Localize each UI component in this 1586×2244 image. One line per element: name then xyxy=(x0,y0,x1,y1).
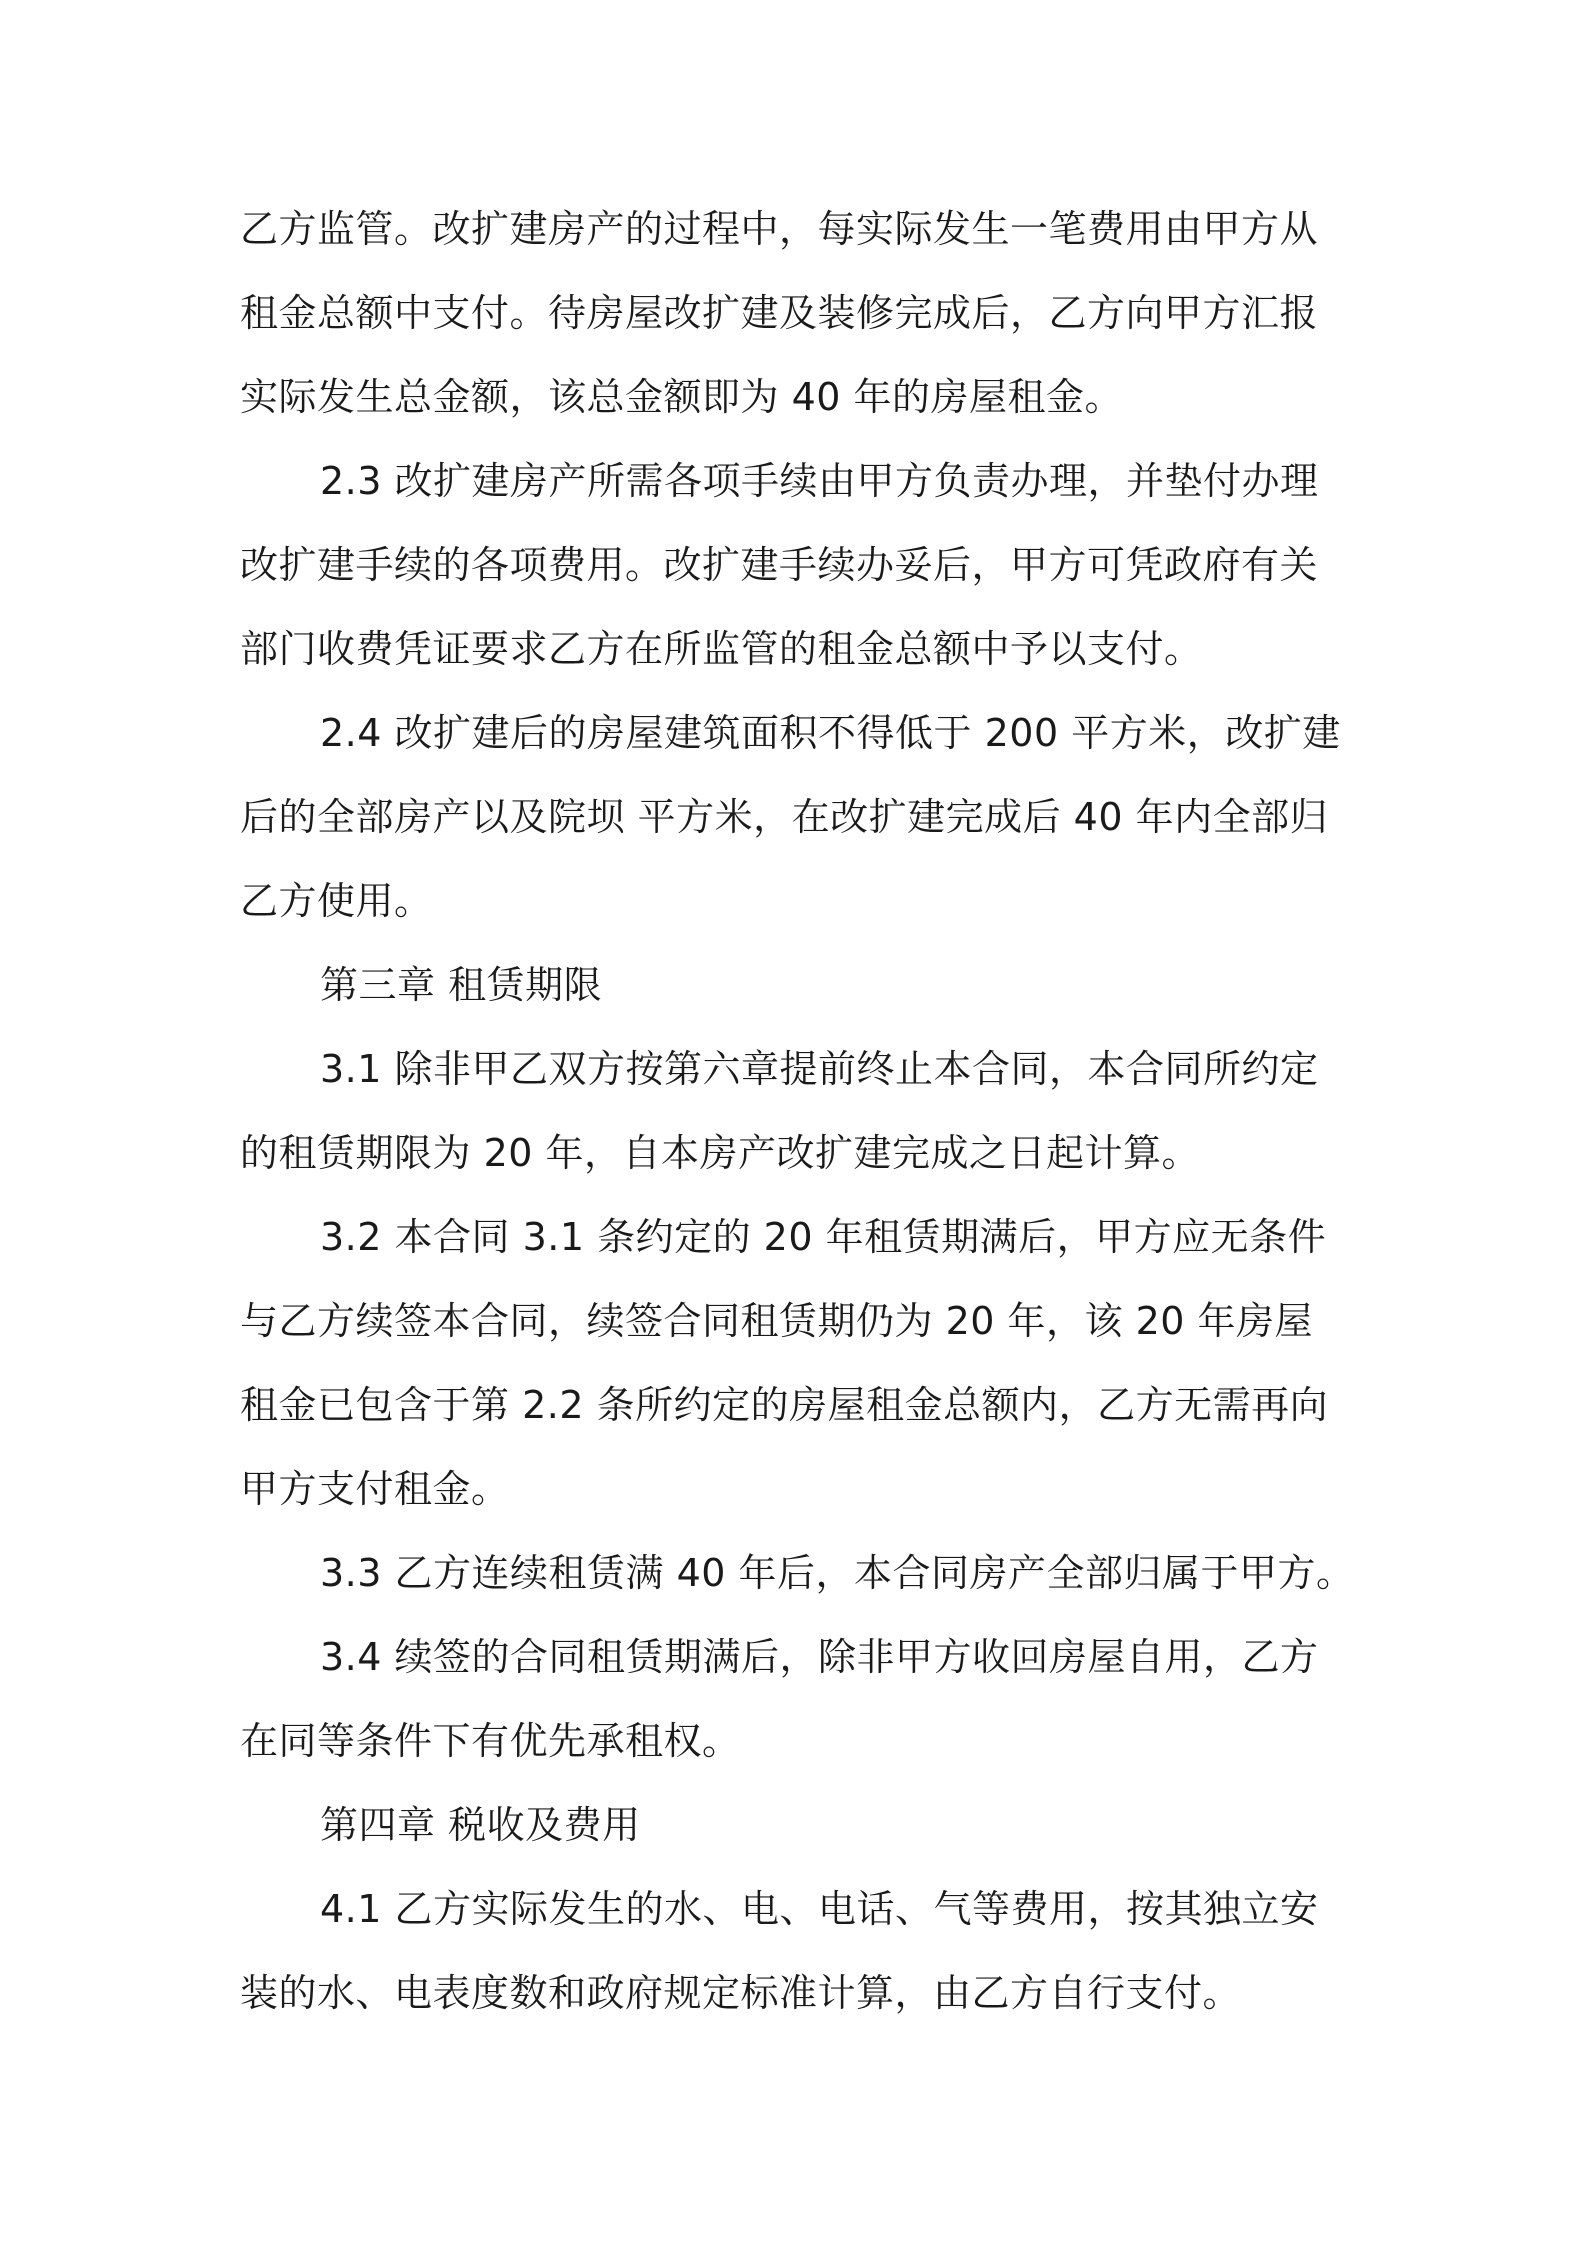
text-line: 改扩建手续的各项费用。改扩建手续办妥后，甲方可凭政府有关 xyxy=(240,543,1319,587)
text-line: 3.4 续签的合同租赁期满后，除非甲方收回房屋自用，乙方 xyxy=(320,1635,1319,1679)
text-line: 3.3 乙方连续租赁满 40 年后，本合同房产全部归属于甲方。 xyxy=(320,1551,1355,1595)
text-line: 的租赁期限为 20 年，自本房产改扩建完成之日起计算。 xyxy=(240,1131,1201,1175)
text-line: 3.1 除非甲乙双方按第六章提前终止本合同，本合同所约定 xyxy=(320,1047,1319,1091)
text-line: 租金已包含于第 2.2 条所约定的房屋租金总额内，乙方无需再向 xyxy=(240,1383,1329,1427)
text-line: 装的水、电表度数和政府规定标准计算，由乙方自行支付。 xyxy=(240,1971,1242,2015)
text-line: 实际发生总金额，该总金额即为 40 年的房屋租金。 xyxy=(240,375,1124,419)
text-line: 4.1 乙方实际发生的水、电、电话、气等费用，按其独立安 xyxy=(320,1887,1319,1931)
text-line: 在同等条件下有优先承租权。 xyxy=(240,1719,741,1763)
text-line: 部门收费凭证要求乙方在所监管的租金总额中予以支付。 xyxy=(240,627,1203,671)
text-line: 租金总额中支付。待房屋改扩建及装修完成后，乙方向甲方汇报 xyxy=(240,291,1319,335)
chapter-heading: 第三章 租赁期限 xyxy=(320,963,603,1007)
text-line: 乙方使用。 xyxy=(240,879,433,923)
text-line: 后的全部房产以及院坝 平方米，在改扩建完成后 40 年内全部归 xyxy=(240,795,1329,839)
text-line: 2.4 改扩建后的房屋建筑面积不得低于 200 平方米，改扩建 xyxy=(320,711,1341,755)
text-line: 乙方监管。改扩建房产的过程中，每实际发生一笔费用由甲方从 xyxy=(240,207,1319,251)
text-line: 甲方支付租金。 xyxy=(240,1467,510,1511)
text-line: 2.3 改扩建房产所需各项手续由甲方负责办理，并垫付办理 xyxy=(320,459,1319,503)
text-line: 3.2 本合同 3.1 条约定的 20 年租赁期满后，甲方应无条件 xyxy=(320,1215,1327,1259)
chapter-heading: 第四章 税收及费用 xyxy=(320,1803,641,1847)
text-line: 与乙方续签本合同，续签合同租赁期仍为 20 年，该 20 年房屋 xyxy=(240,1299,1314,1343)
